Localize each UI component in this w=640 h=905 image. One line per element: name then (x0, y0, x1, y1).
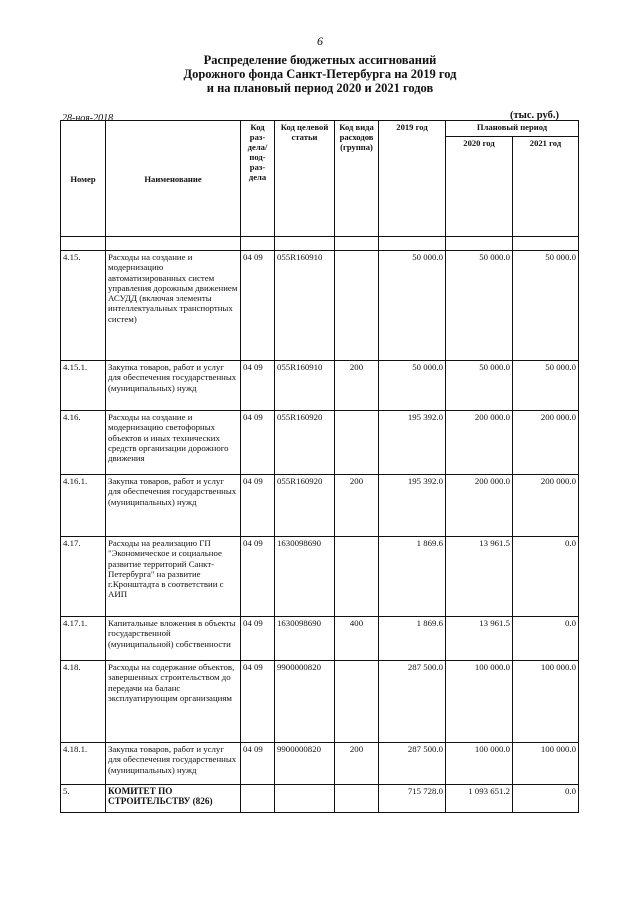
row-name: Закупка товаров, работ и услуг для обеспечения государственных (муниципальных) нужд (106, 743, 241, 785)
header-2021: 2021 год (513, 137, 579, 237)
row-value-2019: 1 869.6 (379, 617, 446, 661)
row-number: 4.18.1. (61, 743, 106, 785)
row-section: 04 (243, 476, 252, 486)
row-value-2020: 50 000.0 (446, 251, 513, 361)
row-value-2020: 200 000.0 (446, 475, 513, 537)
row-expense-code: 200 (335, 475, 379, 537)
row-number: 4.16.1. (61, 475, 106, 537)
row-section: 04 (243, 744, 252, 754)
row-target-code: 055R160910 (275, 361, 335, 411)
table-row (61, 661, 579, 743)
row-number: 4.15.1. (61, 361, 106, 411)
row-value-2019: 715 728.0 (379, 785, 446, 813)
row-number: 4.15. (61, 251, 106, 361)
row-subsection: 09 (254, 618, 263, 628)
row-name: Капитальные вложения в объекты государственной (муниципальной) собственности (106, 617, 241, 661)
row-expense-code (335, 785, 379, 813)
row-value-2020: 13 961.5 (446, 617, 513, 661)
row-section-code (241, 537, 275, 617)
row-value-2021: 50 000.0 (513, 361, 579, 411)
header-name: Наименование (106, 121, 241, 237)
row-name: Расходы на реализацию ГП "Экономическое и социальное развитие территорий Санкт-Петербурга" на развитие г.Кронштадта в соответствии с АИП (106, 537, 241, 617)
row-number: 4.17.1. (61, 617, 106, 661)
row-value-2021: 200 000.0 (513, 411, 579, 475)
row-name: Закупка товаров, работ и услуг для обеспечения государственных (муниципальных) нужд (106, 475, 241, 537)
row-subsection: 09 (254, 476, 263, 486)
row-target-code: 9900000820 (275, 661, 335, 743)
row-expense-code: 200 (335, 361, 379, 411)
row-section: 04 (243, 662, 252, 672)
row-name: Закупка товаров, работ и услуг для обеспечения государственных (муниципальных) нужд (106, 361, 241, 411)
table-row (61, 537, 579, 617)
table-row (61, 361, 579, 411)
row-section: 04 (243, 538, 252, 548)
row-subsection: 09 (254, 362, 263, 372)
row-value-2021: 100 000.0 (513, 661, 579, 743)
row-value-2020: 100 000.0 (446, 743, 513, 785)
title-line-3: и на плановый период 2020 и 2021 годов (206, 81, 434, 95)
row-value-2020: 1 093 651.2 (446, 785, 513, 813)
row-target-code (275, 785, 335, 813)
row-value-2019: 195 392.0 (379, 411, 446, 475)
row-subsection: 09 (254, 252, 263, 262)
row-expense-code (335, 411, 379, 475)
row-value-2020: 50 000.0 (446, 361, 513, 411)
row-subsection: 09 (254, 538, 263, 548)
row-section-code (241, 743, 275, 785)
row-value-2020: 200 000.0 (446, 411, 513, 475)
row-value-2019: 287 500.0 (379, 743, 446, 785)
document-date: 28-ноя-2018 (62, 113, 114, 124)
row-subsection: 09 (254, 412, 263, 422)
row-subsection: 09 (254, 744, 263, 754)
row-section-code (241, 251, 275, 361)
row-value-2020: 100 000.0 (446, 661, 513, 743)
row-number: 5. (61, 785, 106, 813)
row-name: Расходы на создание и модернизацию светофорных объектов и иных технических средств организации дорожного движения (106, 411, 241, 475)
table-row (61, 411, 579, 475)
row-expense-code: 400 (335, 617, 379, 661)
row-value-2019: 195 392.0 (379, 475, 446, 537)
header-expense-code: Код вида расходов (группа) (335, 121, 379, 237)
row-target-code: 1630098690 (275, 617, 335, 661)
row-expense-code: 200 (335, 743, 379, 785)
row-value-2021: 200 000.0 (513, 475, 579, 537)
row-expense-code (335, 537, 379, 617)
row-value-2020: 13 961.5 (446, 537, 513, 617)
row-value-2021: 100 000.0 (513, 743, 579, 785)
row-target-code: 1630098690 (275, 537, 335, 617)
row-section: 04 (243, 618, 252, 628)
row-target-code: 9900000820 (275, 743, 335, 785)
header-section-code: Код раз- дела/ под- раз- дела (241, 121, 275, 237)
row-value-2019: 50 000.0 (379, 251, 446, 361)
table-row (61, 743, 579, 785)
row-subsection: 09 (254, 662, 263, 672)
row-number: 4.18. (61, 661, 106, 743)
row-section-code (241, 661, 275, 743)
row-value-2021: 0.0 (513, 537, 579, 617)
row-section-code (241, 617, 275, 661)
row-value-2021: 50 000.0 (513, 251, 579, 361)
table-row (61, 251, 579, 361)
row-section-code (241, 785, 275, 813)
row-target-code: 055R160920 (275, 475, 335, 537)
units-label: (тыс. руб.) (510, 110, 559, 121)
row-expense-code (335, 661, 379, 743)
table-row (61, 617, 579, 661)
budget-table-body (61, 251, 579, 813)
row-section-code (241, 361, 275, 411)
page-number: 6 (317, 34, 323, 48)
header-2020: 2020 год (446, 137, 513, 237)
row-value-2019: 287 500.0 (379, 661, 446, 743)
row-name: Расходы на создание и модернизацию автоматизированных систем управления дорожным движением АСУДД (включая элементы интеллектуальных транспортных систем) (106, 251, 241, 361)
table-row (61, 785, 579, 813)
row-name: КОМИТЕТ ПО СТРОИТЕЛЬСТВУ (826) (106, 785, 241, 813)
budget-table (60, 120, 579, 813)
row-name: Расходы на содержание объектов, завершенных строительством до передачи на баланс эксплуатирующим организациям (106, 661, 241, 743)
title-line-2: Дорожного фонда Санкт-Петербурга на 2019 год (183, 67, 457, 81)
header-2019: 2019 год (379, 121, 446, 237)
row-target-code: 055R160910 (275, 251, 335, 361)
header-target-code: Код целевой статьи (275, 121, 335, 237)
row-section-code (241, 411, 275, 475)
row-value-2019: 50 000.0 (379, 361, 446, 411)
document-title (0, 53, 640, 95)
row-section: 04 (243, 412, 252, 422)
header-gap-row (61, 237, 579, 251)
table-row (61, 475, 579, 537)
row-section-code (241, 475, 275, 537)
row-value-2019: 1 869.6 (379, 537, 446, 617)
row-section: 04 (243, 252, 252, 262)
row-expense-code (335, 251, 379, 361)
row-value-2021: 0.0 (513, 785, 579, 813)
row-value-2021: 0.0 (513, 617, 579, 661)
header-number: Номер (61, 121, 106, 237)
row-number: 4.16. (61, 411, 106, 475)
title-line-1: Распределение бюджетных ассигнований (203, 53, 437, 67)
header-planned-period: Плановый период (446, 121, 579, 137)
row-section: 04 (243, 362, 252, 372)
row-number: 4.17. (61, 537, 106, 617)
row-target-code: 055R160920 (275, 411, 335, 475)
